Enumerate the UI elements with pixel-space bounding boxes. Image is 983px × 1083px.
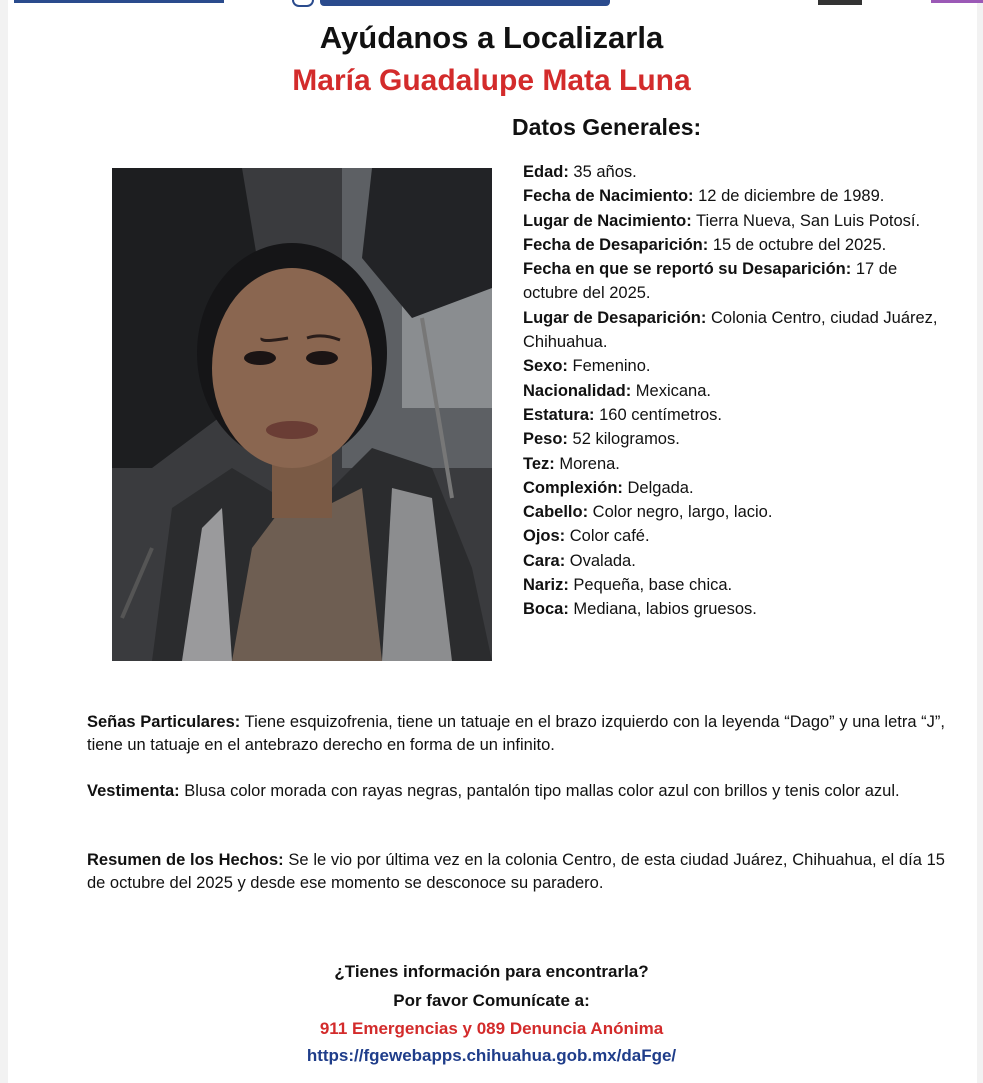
header-bar-left bbox=[14, 0, 224, 3]
poster-title: Ayúdanos a Localizarla bbox=[319, 20, 664, 55]
general-details-list bbox=[523, 160, 943, 622]
detail-tez bbox=[523, 452, 943, 476]
senas-particulares-paragraph bbox=[87, 711, 945, 757]
detail-ojos bbox=[523, 524, 943, 548]
shield-logo-icon bbox=[292, 0, 314, 7]
detail-nariz bbox=[523, 573, 943, 597]
missing-person-name: María Guadalupe Mata Luna bbox=[292, 64, 691, 97]
detail-label: Sexo: bbox=[523, 357, 568, 376]
header-banner bbox=[320, 0, 610, 6]
detail-value: 160 centímetros. bbox=[594, 405, 723, 424]
detail-fecha-desaparicion bbox=[523, 233, 943, 257]
vestimenta-paragraph bbox=[87, 780, 945, 803]
detail-cabello bbox=[523, 500, 943, 524]
detail-label: Cara: bbox=[523, 551, 566, 570]
header-bar-right bbox=[931, 0, 983, 3]
header-logo-box bbox=[818, 0, 862, 5]
senas-label: Señas Particulares: bbox=[87, 713, 241, 731]
detail-label: Fecha de Desaparición: bbox=[523, 235, 709, 254]
detail-value: 12 de diciembre de 1989. bbox=[693, 187, 885, 206]
detail-complexion bbox=[523, 476, 943, 500]
detail-value: 15 de octubre del 2025. bbox=[708, 235, 887, 254]
detail-label: Tez: bbox=[523, 454, 555, 473]
detail-value: Delgada. bbox=[622, 478, 694, 497]
detail-label: Boca: bbox=[523, 600, 569, 619]
vestimenta-text: Blusa color morada con rayas negras, pantalón tipo mallas color azul con brillos y tenis color azul. bbox=[179, 782, 900, 800]
detail-value: Pequeña, base chica. bbox=[568, 576, 733, 595]
contact-url-link[interactable]: https://fgewebapps.chihuahua.gob.mx/daFge/ bbox=[306, 1046, 677, 1065]
contact-question: ¿Tienes información para encontrarla? bbox=[334, 962, 649, 981]
detail-label: Edad: bbox=[523, 163, 569, 181]
detail-value: Mediana, labios gruesos. bbox=[568, 600, 757, 619]
detail-value: 17 de octubre del 2025. bbox=[523, 260, 898, 303]
detail-edad bbox=[523, 160, 943, 184]
detail-label: Peso: bbox=[523, 430, 568, 449]
detail-value: Morena. bbox=[554, 454, 620, 473]
contact-please: Por favor Comunícate a: bbox=[393, 991, 590, 1010]
section-title-datos-generales: Datos Generales: bbox=[512, 114, 702, 140]
senas-text: Tiene esquizofrenia, tiene un tatuaje en el brazo izquierdo con la leyenda “Dago” y una letra “J”, tiene un tatuaje en el antebrazo derecho en forma de un infinito. bbox=[87, 713, 945, 754]
detail-label: Estatura: bbox=[523, 405, 595, 424]
detail-fecha-nacimiento bbox=[523, 184, 943, 208]
detail-value: Colonia Centro, ciudad Juárez, Chihuahua. bbox=[523, 308, 938, 352]
detail-peso bbox=[523, 427, 943, 451]
detail-value: Tierra Nueva, San Luis Potosí. bbox=[691, 211, 921, 230]
person-photo bbox=[112, 168, 492, 661]
detail-lugar-desaparicion bbox=[523, 306, 943, 355]
detail-nacionalidad bbox=[523, 379, 943, 403]
detail-label: Nacionalidad: bbox=[523, 381, 632, 400]
detail-label: Fecha en que se reportó su Desaparición: bbox=[523, 260, 852, 279]
detail-fecha-reporte bbox=[523, 257, 943, 306]
detail-label: Cabello: bbox=[523, 503, 589, 522]
detail-value: Color negro, largo, lacio. bbox=[588, 503, 773, 522]
detail-value: Mexicana. bbox=[631, 381, 711, 400]
detail-label: Lugar de Desaparición: bbox=[523, 308, 707, 327]
detail-value: 35 años. bbox=[568, 163, 637, 181]
contact-phones: 911 Emergencias y 089 Denuncia Anónima bbox=[319, 1019, 664, 1038]
detail-boca bbox=[523, 597, 943, 621]
detail-sexo bbox=[523, 354, 943, 378]
resumen-hechos-paragraph bbox=[87, 849, 945, 895]
detail-lugar-nacimiento bbox=[523, 209, 943, 233]
detail-value: Femenino. bbox=[567, 357, 651, 376]
vestimenta-label: Vestimenta: bbox=[87, 782, 180, 800]
portrait-illustration bbox=[112, 168, 492, 661]
detail-label: Complexión: bbox=[523, 478, 623, 497]
resumen-text: Se le vio por última vez en la colonia Centro, de esta ciudad Juárez, Chihuahua, el día 15 de octubre del 2025 y desde ese momento se desconoce su paradero. bbox=[87, 851, 945, 892]
detail-value: Color café. bbox=[565, 527, 650, 546]
detail-estatura bbox=[523, 403, 943, 427]
detail-label: Lugar de Nacimiento: bbox=[523, 211, 692, 230]
detail-label: Fecha de Nacimiento: bbox=[523, 187, 694, 206]
detail-cara bbox=[523, 549, 943, 573]
resumen-label: Resumen de los Hechos: bbox=[87, 851, 284, 869]
detail-label: Nariz: bbox=[523, 576, 569, 595]
detail-value: Ovalada. bbox=[565, 551, 636, 570]
detail-label: Ojos: bbox=[523, 527, 566, 546]
detail-value: 52 kilogramos. bbox=[567, 430, 680, 449]
